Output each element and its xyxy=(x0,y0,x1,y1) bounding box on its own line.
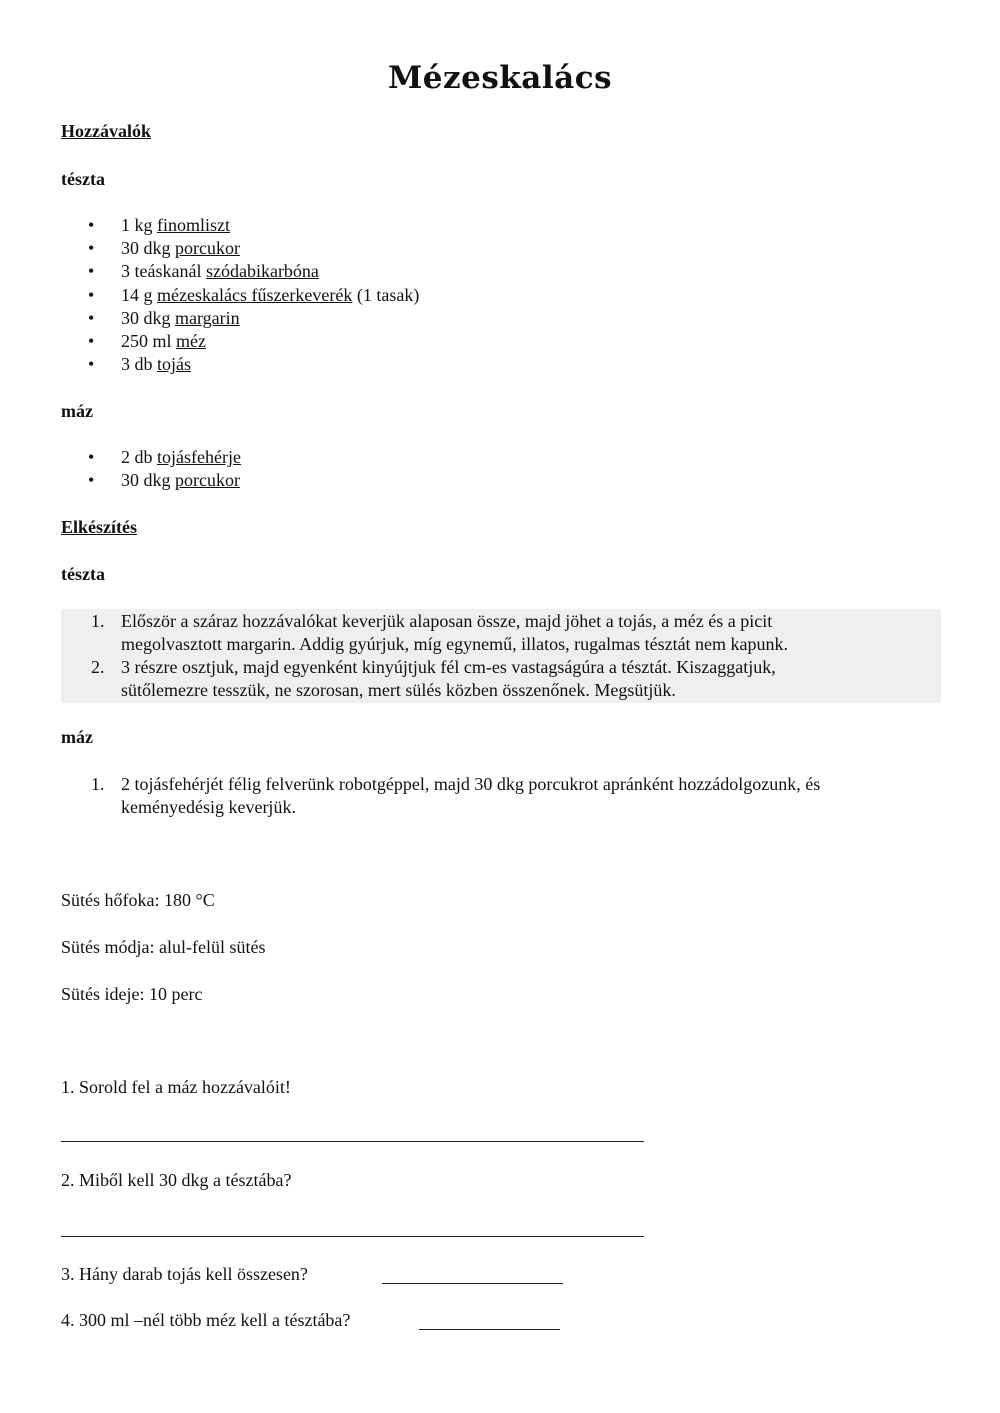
question-1: 1. Sorold fel a máz hozzávalóit! xyxy=(61,1077,291,1097)
ingredient-link[interactable]: mézeskalács fűszerkeverék xyxy=(157,284,353,305)
ingredient-link[interactable]: szódabikarbóna xyxy=(205,261,319,282)
glaze-steps-list xyxy=(61,773,941,819)
list-item: • 14 g mézeskalács fűszerkeverék (1 tasak) xyxy=(61,284,419,307)
list-item: 1. Először a száraz hozzávalókat keverjük alaposan össze, majd jöhet a tojás, a méz és a picit megolvasztott margarin. Addig gyúrjuk, míg egynemű, illatos, rugalmas tésztát nem kapunk. xyxy=(91,611,789,654)
list-item: • 30 dkg porcukor xyxy=(61,237,419,260)
list-item: • 3 db tojás xyxy=(61,353,419,376)
glaze-ingredient-list xyxy=(61,446,241,492)
question-3: 3. Hány darab tojás kell összesen? xyxy=(61,1264,308,1284)
answer-line-3[interactable] xyxy=(382,1283,563,1284)
question-4: 4. 300 ml –nél több méz kell a tésztába? xyxy=(61,1310,351,1330)
answer-line-2[interactable] xyxy=(61,1236,644,1237)
ingredient-link[interactable]: tojás xyxy=(157,354,191,375)
baking-temperature: Sütés hőfoka: 180 °C xyxy=(61,890,215,910)
dough-steps-list xyxy=(61,609,941,703)
list-item: • 30 dkg margarin xyxy=(61,307,419,330)
dough-ingredients-label: tészta xyxy=(61,169,105,189)
preparation-heading: Elkészítés xyxy=(61,517,137,537)
glaze-steps-label: máz xyxy=(61,727,93,747)
ingredient-link[interactable]: méz xyxy=(176,331,206,352)
list-item: • 2 db tojásfehérje xyxy=(61,446,241,469)
ingredient-link[interactable]: porcukor xyxy=(175,470,240,491)
recipe-title: Mézeskalács xyxy=(387,60,613,96)
baking-mode: Sütés módja: alul-felül sütés xyxy=(61,937,266,957)
ingredient-link[interactable]: tojásfehérje xyxy=(157,447,241,467)
ingredient-link[interactable]: finomliszt xyxy=(157,215,230,235)
ingredient-link[interactable]: margarin xyxy=(175,307,240,328)
dough-ingredient-list xyxy=(61,214,419,376)
ingredients-heading: Hozzávalók xyxy=(61,121,151,141)
list-item: • 3 teáskanál szódabikarbóna xyxy=(61,260,419,283)
list-item: 2. 3 részre osztjuk, majd egyenként kinyújtjuk fél cm-es vastagságúra a tésztát. Kiszaggatjuk, sütőlemezre tesszük, ne szorosan, mert sülés közben összenőnek. Megsütjük. xyxy=(91,657,776,700)
list-item: • 30 dkg porcukor xyxy=(61,469,241,492)
list-item: • 1 kg finomliszt xyxy=(61,214,419,237)
baking-time: Sütés ideje: 10 perc xyxy=(61,984,203,1004)
list-item: • 250 ml méz xyxy=(61,330,419,353)
answer-line-1[interactable] xyxy=(61,1141,644,1142)
ingredient-link[interactable]: porcukor xyxy=(175,238,240,259)
glaze-ingredients-label: máz xyxy=(61,401,93,421)
question-2: 2. Miből kell 30 dkg a tésztába? xyxy=(61,1170,292,1190)
list-item: 1. 2 tojásfehérjét félig felverünk robotgéppel, majd 30 dkg porcukrot apránként hozzádolgozunk, és keményedésig keverjük. xyxy=(91,774,821,817)
dough-steps-label: tészta xyxy=(61,564,105,584)
answer-line-4[interactable] xyxy=(419,1329,560,1330)
